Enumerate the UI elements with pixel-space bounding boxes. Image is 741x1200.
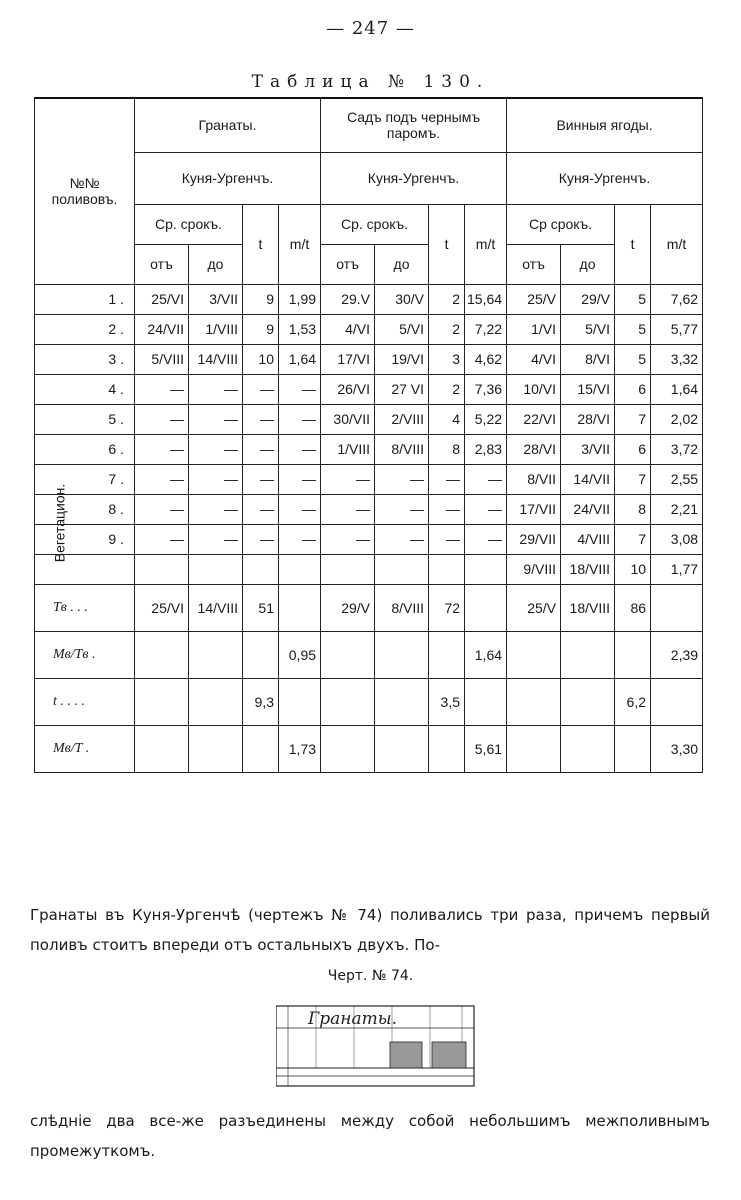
table-cell: 7 <box>615 404 651 434</box>
table-cell: — <box>243 434 279 464</box>
table-cell: 3/VII <box>189 284 243 314</box>
table-cell: 30/V <box>375 284 429 314</box>
table-cell: 18/VIII <box>561 554 615 584</box>
period-header: Ср срокъ. <box>507 204 615 244</box>
summary-cell: 25/V <box>507 584 561 631</box>
table-row <box>35 344 703 374</box>
table-cell: — <box>243 524 279 554</box>
table-cell: 27 VI <box>375 374 429 404</box>
table-cell: 15/VI <box>561 374 615 404</box>
summary-label: Tв . . . <box>35 584 135 631</box>
table-cell: — <box>189 374 243 404</box>
summary-cell <box>321 725 375 772</box>
table-cell: 2 <box>429 374 465 404</box>
vegetation-label: Вегетацион. <box>51 483 68 563</box>
summary-cell: 86 <box>615 584 651 631</box>
table-cell <box>279 554 321 584</box>
table-cell: 29/VII <box>507 524 561 554</box>
summary-cell <box>465 584 507 631</box>
mt-header: m/t <box>279 204 321 284</box>
figure-caption: Черт. № 74. <box>327 968 414 984</box>
summary-cell: 72 <box>429 584 465 631</box>
row-header: №№ поливовъ. <box>35 98 135 284</box>
table-cell: 4,62 <box>465 344 507 374</box>
table-cell: — <box>243 464 279 494</box>
table-cell: — <box>321 464 375 494</box>
table-cell: — <box>243 494 279 524</box>
summary-cell <box>321 678 375 725</box>
table-cell: 17/VII <box>507 494 561 524</box>
summary-cell <box>135 678 189 725</box>
summary-cell: 8/VIII <box>375 584 429 631</box>
table-cell: — <box>135 404 189 434</box>
summary-cell: 1,64 <box>465 631 507 678</box>
table-cell: 2 <box>429 284 465 314</box>
table-cell: 25/V <box>507 284 561 314</box>
table-row <box>35 314 703 344</box>
table-cell: 7 <box>615 464 651 494</box>
table-cell: 4 <box>429 404 465 434</box>
mt-header: m/t <box>465 204 507 284</box>
table-cell: 3,08 <box>651 524 703 554</box>
table-cell <box>189 554 243 584</box>
summary-cell: 25/VI <box>135 584 189 631</box>
table-cell: 2/VIII <box>375 404 429 434</box>
summary-cell: 51 <box>243 584 279 631</box>
table-cell: 1,53 <box>279 314 321 344</box>
table-cell: 1/VIII <box>321 434 375 464</box>
row-number: 3 . <box>35 344 135 374</box>
table-cell: 2,02 <box>651 404 703 434</box>
summary-cell <box>429 631 465 678</box>
summary-cell <box>615 631 651 678</box>
summary-label: t . . . . <box>35 678 135 725</box>
table-cell: 7 <box>615 524 651 554</box>
table-cell: 5,22 <box>465 404 507 434</box>
table-cell: 7,22 <box>465 314 507 344</box>
summary-cell <box>465 678 507 725</box>
summary-cell: 14/VIII <box>189 584 243 631</box>
table-cell: — <box>243 404 279 434</box>
table-cell: — <box>189 434 243 464</box>
summary-cell: 3,5 <box>429 678 465 725</box>
table-cell: — <box>189 404 243 434</box>
summary-cell <box>615 725 651 772</box>
table-cell: — <box>375 494 429 524</box>
table-cell: 1,64 <box>279 344 321 374</box>
summary-cell <box>429 725 465 772</box>
table-row <box>35 524 703 554</box>
table-cell: — <box>279 404 321 434</box>
table-cell: 7,36 <box>465 374 507 404</box>
table-cell: 14/VII <box>561 464 615 494</box>
to-header: до <box>561 244 615 284</box>
irrigation-chart-figure <box>276 1002 476 1092</box>
table-cell: 28/VI <box>561 404 615 434</box>
summary-label: Mв/Tв . <box>35 631 135 678</box>
table-cell: — <box>321 524 375 554</box>
table-cell: 2,83 <box>465 434 507 464</box>
table-cell: 2,55 <box>651 464 703 494</box>
table-cell: 30/VII <box>321 404 375 434</box>
table-cell <box>465 554 507 584</box>
summary-cell: 2,39 <box>651 631 703 678</box>
summary-cell <box>243 725 279 772</box>
summary-cell: 5,61 <box>465 725 507 772</box>
summary-cell <box>135 631 189 678</box>
table-cell: — <box>189 464 243 494</box>
summary-cell: 9,3 <box>243 678 279 725</box>
from-header: отъ <box>321 244 375 284</box>
table-cell: 1,64 <box>651 374 703 404</box>
table-cell: 3,32 <box>651 344 703 374</box>
table-cell: 4/VI <box>507 344 561 374</box>
summary-row <box>35 678 703 725</box>
table-cell <box>243 554 279 584</box>
row-number: 4 . <box>35 374 135 404</box>
table-cell: 5 <box>615 284 651 314</box>
summary-label: Mв/T . <box>35 725 135 772</box>
table-cell: 24/VII <box>561 494 615 524</box>
table-cell: — <box>321 494 375 524</box>
table-row <box>35 494 703 524</box>
table-row <box>35 554 703 584</box>
summary-cell <box>279 584 321 631</box>
row-number <box>35 554 135 584</box>
table-cell: — <box>279 494 321 524</box>
from-header: отъ <box>507 244 561 284</box>
table-cell: — <box>135 524 189 554</box>
table-cell: 5 <box>615 314 651 344</box>
table-cell: 5/VI <box>561 314 615 344</box>
place-header: Куня-Ургенчъ. <box>507 152 703 204</box>
summary-cell <box>561 678 615 725</box>
t-header: t <box>615 204 651 284</box>
table-cell <box>429 554 465 584</box>
crop-header: Садъ подъ чернымъ паромъ. <box>321 98 507 152</box>
period-header: Ср. срокъ. <box>135 204 243 244</box>
table-row <box>35 434 703 464</box>
table-cell: 5/VIII <box>135 344 189 374</box>
table-cell: — <box>243 374 279 404</box>
row-number: 6 . <box>35 434 135 464</box>
summary-cell: 18/VIII <box>561 584 615 631</box>
table-cell: — <box>135 434 189 464</box>
table-cell: 7,62 <box>651 284 703 314</box>
table-cell: 2 <box>429 314 465 344</box>
table-cell: 9 <box>243 284 279 314</box>
table-cell: 26/VI <box>321 374 375 404</box>
row-number: 9 . <box>35 524 135 554</box>
table-cell: 8/VII <box>507 464 561 494</box>
table-cell: 8/VI <box>561 344 615 374</box>
crop-header: Винныя ягоды. <box>507 98 703 152</box>
summary-row <box>35 584 703 631</box>
summary-cell <box>189 678 243 725</box>
crop-header: Гранаты. <box>135 98 321 152</box>
table-cell: — <box>429 464 465 494</box>
row-number: 2 . <box>35 314 135 344</box>
table-cell: 3 <box>429 344 465 374</box>
to-header: до <box>189 244 243 284</box>
row-number: 1 . <box>35 284 135 314</box>
summary-cell <box>189 631 243 678</box>
summary-cell <box>651 678 703 725</box>
period-header: Ср. срокъ. <box>321 204 429 244</box>
table-cell: — <box>279 374 321 404</box>
summary-cell <box>321 631 375 678</box>
table-cell: — <box>429 524 465 554</box>
table-cell: — <box>279 434 321 464</box>
table-cell: 15,64 <box>465 284 507 314</box>
summary-cell <box>561 631 615 678</box>
summary-cell: 0,95 <box>279 631 321 678</box>
summary-cell <box>507 678 561 725</box>
table-cell: 2,21 <box>651 494 703 524</box>
table-cell: — <box>465 494 507 524</box>
to-header: до <box>375 244 429 284</box>
table-cell: 17/VI <box>321 344 375 374</box>
table-row <box>35 374 703 404</box>
figure-title: Гранаты. <box>308 1009 397 1029</box>
table-cell: 4/VIII <box>561 524 615 554</box>
place-header: Куня-Ургенчъ. <box>321 152 507 204</box>
table-cell: 10/VI <box>507 374 561 404</box>
row-number: 5 . <box>35 404 135 434</box>
table-caption: Таблица № 130. <box>251 72 490 92</box>
summary-cell <box>375 725 429 772</box>
table-cell: 1,99 <box>279 284 321 314</box>
table-cell: 9 <box>243 314 279 344</box>
table-cell: 1/VIII <box>189 314 243 344</box>
table-cell: 1,77 <box>651 554 703 584</box>
table-cell: 8/VIII <box>375 434 429 464</box>
table-cell: 6 <box>615 434 651 464</box>
table-cell: 5,77 <box>651 314 703 344</box>
table-row <box>35 284 703 314</box>
table-cell: — <box>135 374 189 404</box>
table-cell: 5 <box>615 344 651 374</box>
table-cell: 10 <box>243 344 279 374</box>
paragraph-top: Гранаты въ Куня-Ургенчѣ (чертежъ № 74) поливались три раза, причемъ первый поливъ стоитъ впереди отъ остальныхъ двухъ. По- <box>30 906 710 954</box>
summary-cell: 6,2 <box>615 678 651 725</box>
table-cell: — <box>189 494 243 524</box>
summary-cell: 3,30 <box>651 725 703 772</box>
table-row <box>35 404 703 434</box>
table-cell: 9/VIII <box>507 554 561 584</box>
table-cell: 1/VI <box>507 314 561 344</box>
summary-cell <box>651 584 703 631</box>
table-cell: 8 <box>615 494 651 524</box>
table-cell: 5/VI <box>375 314 429 344</box>
summary-cell: 1,73 <box>279 725 321 772</box>
table-cell: 8 <box>429 434 465 464</box>
table-cell: 3/VII <box>561 434 615 464</box>
summary-cell <box>279 678 321 725</box>
table-cell: — <box>135 494 189 524</box>
page-number: — 247 — <box>326 18 415 39</box>
table-cell: — <box>429 494 465 524</box>
t-header: t <box>243 204 279 284</box>
table-cell: 22/VI <box>507 404 561 434</box>
table-cell: — <box>465 464 507 494</box>
table-cell: 6 <box>615 374 651 404</box>
table-cell: 3,72 <box>651 434 703 464</box>
summary-cell <box>507 725 561 772</box>
data-table <box>34 97 703 773</box>
table-cell: 14/VIII <box>189 344 243 374</box>
table-cell: 10 <box>615 554 651 584</box>
table-cell: 24/VII <box>135 314 189 344</box>
summary-cell <box>375 678 429 725</box>
summary-row <box>35 631 703 678</box>
summary-row <box>35 725 703 772</box>
summary-cell <box>135 725 189 772</box>
summary-cell <box>243 631 279 678</box>
table-cell: — <box>375 464 429 494</box>
table-cell: — <box>279 524 321 554</box>
from-header: отъ <box>135 244 189 284</box>
row-number: 7 . <box>35 464 135 494</box>
table-cell: 29.V <box>321 284 375 314</box>
row-number: 8 . <box>35 494 135 524</box>
summary-cell <box>561 725 615 772</box>
table-cell: — <box>189 524 243 554</box>
mt-header: m/t <box>651 204 703 284</box>
table-cell <box>135 554 189 584</box>
table-cell <box>375 554 429 584</box>
paragraph-bottom: слѣдніе два все-же разъединены между собой небольшимъ межполивнымъ промежуткомъ. <box>30 1112 710 1160</box>
table-cell: — <box>279 464 321 494</box>
place-header: Куня-Ургенчъ. <box>135 152 321 204</box>
table-row <box>35 464 703 494</box>
table-cell: — <box>465 524 507 554</box>
table-cell: 25/VI <box>135 284 189 314</box>
table-cell: — <box>135 464 189 494</box>
t-header: t <box>429 204 465 284</box>
table-cell: 28/VI <box>507 434 561 464</box>
table-cell: — <box>375 524 429 554</box>
table-cell <box>321 554 375 584</box>
table-cell: 19/VI <box>375 344 429 374</box>
summary-cell <box>375 631 429 678</box>
summary-cell <box>189 725 243 772</box>
table-cell: 4/VI <box>321 314 375 344</box>
table-cell: 29/V <box>561 284 615 314</box>
summary-cell <box>507 631 561 678</box>
summary-cell: 29/V <box>321 584 375 631</box>
